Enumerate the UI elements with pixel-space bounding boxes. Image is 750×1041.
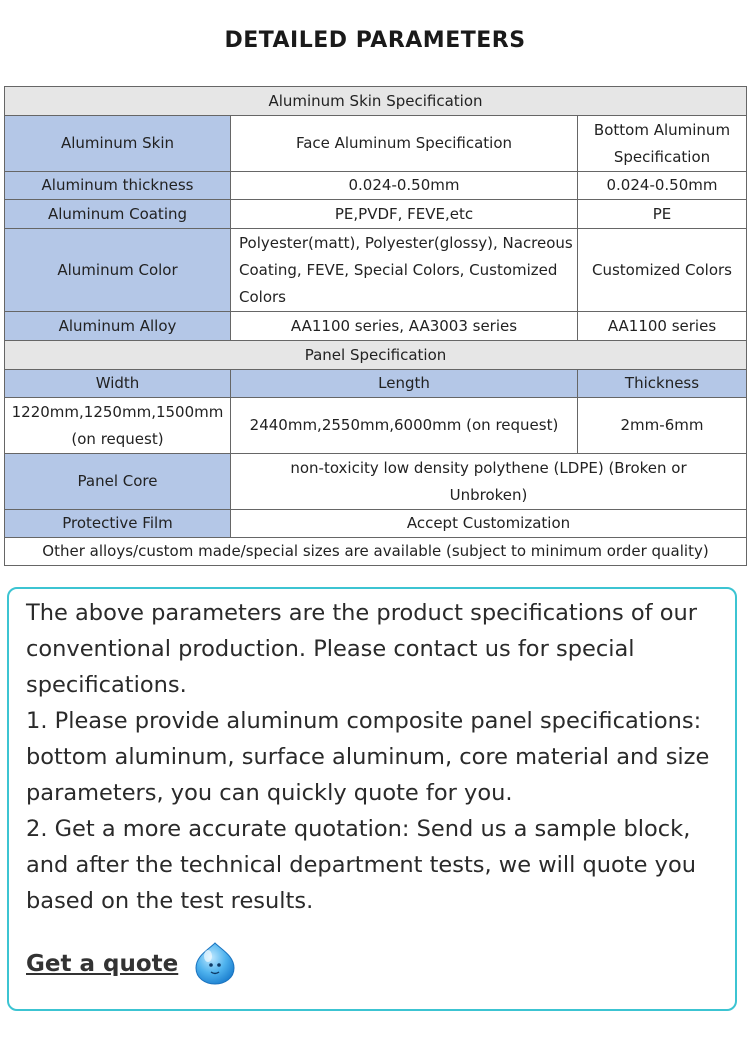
row-label: Aluminum Color [5,229,231,312]
parameters-table [4,86,747,566]
panel-core-label: Panel Core [5,454,231,510]
panel-width-value: 1220mm,1250mm,1500mm(on request) [5,398,231,454]
protective-film-value: Accept Customization [231,510,747,538]
panel-section-header: Panel Specification [5,341,747,370]
info-item-2: 2. Get a more accurate quotation: Send us a sample block, and after the technical department tests, we will quote you based on the test results. [26,816,696,914]
col-header-bottom: Bottom Aluminum Specification [578,116,747,172]
panel-header-thickness: Thickness [578,370,747,398]
protective-film-label: Protective Film [5,510,231,538]
skin-section-header: Aluminum Skin Specification [5,87,747,116]
info-box [7,587,737,1011]
table-row [5,172,747,200]
table-row [5,229,747,312]
row-face-value: 0.024-0.50mm [231,172,578,200]
row-label: Aluminum Coating [5,200,231,229]
panel-thickness-value: 2mm-6mm [578,398,747,454]
table-row [5,312,747,341]
col-header-skin: Aluminum Skin [5,116,231,172]
get-a-quote-link[interactable]: Get a quote [26,951,179,977]
table-row [5,454,747,510]
row-bottom-value: 0.024-0.50mm [578,172,747,200]
panel-length-value: 2440mm,2550mm,6000mm (on request) [231,398,578,454]
table-row [5,200,747,229]
row-face-value: Polyester(matt), Polyester(glossy), Nacreous Coating, FEVE, Special Colors, Customized Colors [231,229,578,312]
page-title: DETAILED PARAMETERS [224,28,526,53]
quote-row [26,942,236,986]
panel-header-width: Width [5,370,231,398]
table-footer-note: Other alloys/custom made/special sizes are available (subject to minimum order quality) [5,538,747,566]
info-item-1: 1. Please provide aluminum composite panel specifications: bottom aluminum, surface aluminum, core material and size parameters, you can quickly quote for you. [26,708,710,806]
table-row [5,510,747,538]
row-bottom-value: AA1100 series [578,312,747,341]
panel-core-value: non-toxicity low density polythene (LDPE) (Broken or Unbroken) [231,454,747,510]
row-face-value: PE,PVDF, FEVE,etc [231,200,578,229]
panel-header-length: Length [231,370,578,398]
row-bottom-value: PE [578,200,747,229]
row-bottom-value: Customized Colors [578,229,747,312]
row-face-value: AA1100 series, AA3003 series [231,312,578,341]
table-row [5,398,747,454]
row-label: Aluminum Alloy [5,312,231,341]
qq-penguin-icon[interactable] [194,942,236,986]
row-label: Aluminum thickness [5,172,231,200]
col-header-face: Face Aluminum Specification [231,116,578,172]
info-intro: The above parameters are the product specifications of our conventional production. Please contact us for special specifications. [26,600,698,698]
